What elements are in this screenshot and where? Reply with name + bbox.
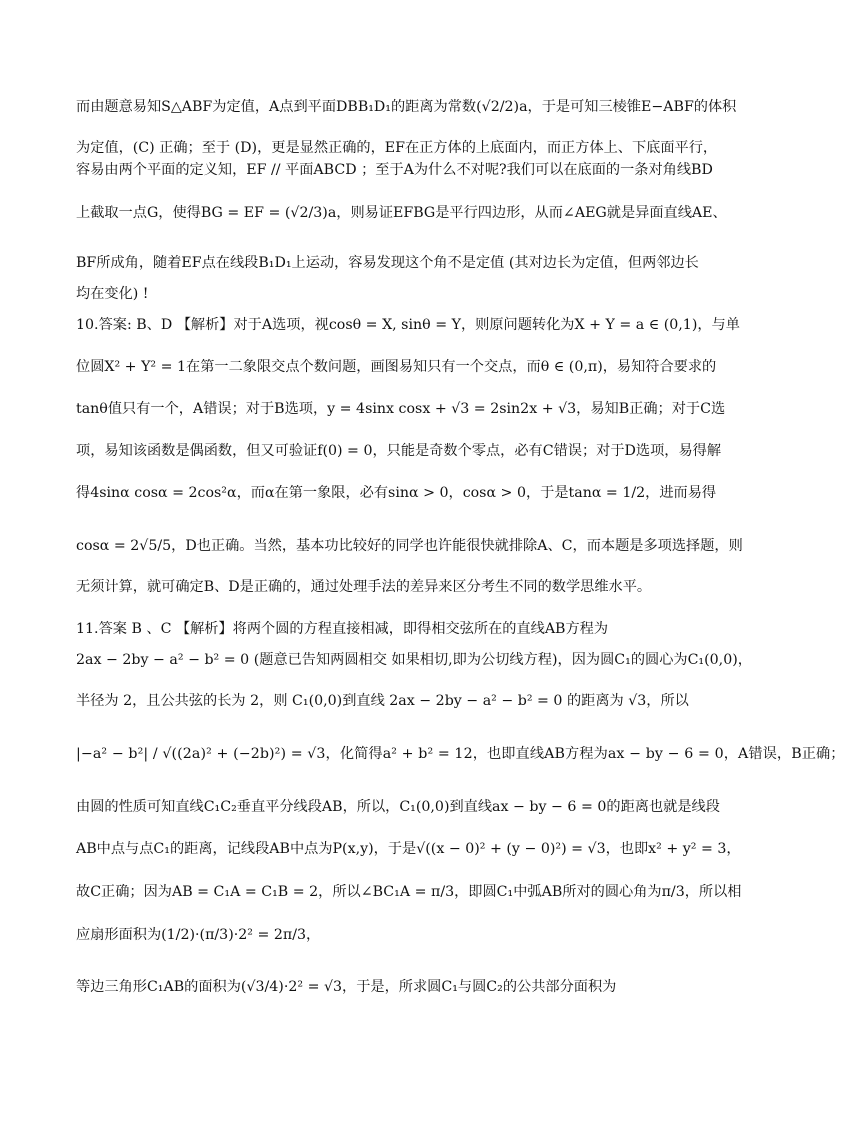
text-line: |−a² − b²| / √((2a)² + (−2b)²) = √3，化简得a² + b² = 12，也即直线AB方程为ax − by − 6 = 0，A错误，B正确； (76, 746, 845, 762)
text-line: 位圆X² + Y² = 1在第一二象限交点个数问题，画图易知只有一个交点，而θ ∈ (0,π)，易知符合要求的 (76, 359, 717, 375)
text-line: AB中点与点C₁的距离，记线段AB中点为P(x,y)，于是√((x − 0)² + (y − 0)²) = √3，也即x² + y² = 3， (76, 841, 741, 857)
text-line: 2ax − 2by − a² − b² = 0 (题意已告知两圆相交 如果相切,即为公切线方程)，因为圆C₁的圆心为C₁(0,0)， (76, 652, 752, 668)
text-line: 而由题意易知S△ABF为定值，A点到平面DBB₁D₁的距离为常数(√2/2)a，于是可知三棱锥E−ABF的体积 (76, 99, 737, 115)
text-line: 半径为 2，且公共弦的长为 2，则 C₁(0,0)到直线 2ax − 2by − a² − b² = 0 的距离为 √3，所以 (76, 693, 689, 709)
text-line: 容易由两个平面的定义知，EF // 平面ABCD ；至于A为什么不对呢?我们可以在底面的一条对角线BD (76, 162, 713, 178)
text-line: 10.答案: B、D 【解析】对于A选项，视cosθ = X, sinθ = Y，则原问题转化为X + Y = a ∈ (0,1)，与单 (76, 317, 740, 333)
text-line: 无须计算，就可确定B、D是正确的，通过处理手法的差异来区分考生不同的数学思维水平。 (76, 579, 652, 595)
text-line: 上截取一点G，使得BG = EF = (√2/3)a，则易证EFBG是平行四边形，从而∠AEG就是异面直线AE、 (76, 205, 727, 221)
text-line: 应扇形面积为(1/2)·(π/3)·2² = 2π/3， (76, 927, 321, 943)
text-line: 为定值，(C) 正确；至于 (D)，更是显然正确的，EF在正方体的上底面内，而正方体上、下底面平行， (76, 140, 718, 156)
text-line: 项，易知该函数是偶函数，但又可验证f(0) = 0，只能是奇数个零点，必有C错误；对于D选项，易得解 (76, 443, 722, 459)
text-line: 11.答案 B 、C 【解析】将两个圆的方程直接相减，即得相交弦所在的直线AB方程为 (76, 621, 609, 637)
text-line: 由圆的性质可知直线C₁C₂垂直平分线段AB，所以，C₁(0,0)到直线ax − by − 6 = 0的距离也就是线段 (76, 799, 720, 815)
text-line: 故C正确；因为AB = C₁A = C₁B = 2，所以∠BC₁A = π/3，即圆C₁中弧AB所对的圆心角为π/3，所以相 (76, 884, 742, 900)
text-line: BF所成角，随着EF点在线段B₁D₁上运动，容易发现这个角不是定值 (其对边长为定值，但两邻边长 (76, 255, 699, 271)
text-line: 得4sinα cosα = 2cos²α，而α在第一象限，必有sinα > 0，cosα > 0，于是tanα = 1/2，进而易得 (76, 485, 717, 501)
text-line: 等边三角形C₁AB的面积为(√3/4)·2² = √3，于是，所求圆C₁与圆C₂的公共部分面积为 (76, 979, 617, 995)
text-line: tanθ值只有一个，A错误；对于B选项，y = 4sinx cosx + √3 = 2sin2x + √3，易知B正确；对于C选 (76, 401, 726, 417)
text-line: cosα = 2√5/5，D也正确。当然，基本功比较好的同学也许能很快就排除A、C，而本题是多项选择题，则 (76, 538, 743, 554)
text-line: 均在变化) ! (76, 286, 149, 302)
